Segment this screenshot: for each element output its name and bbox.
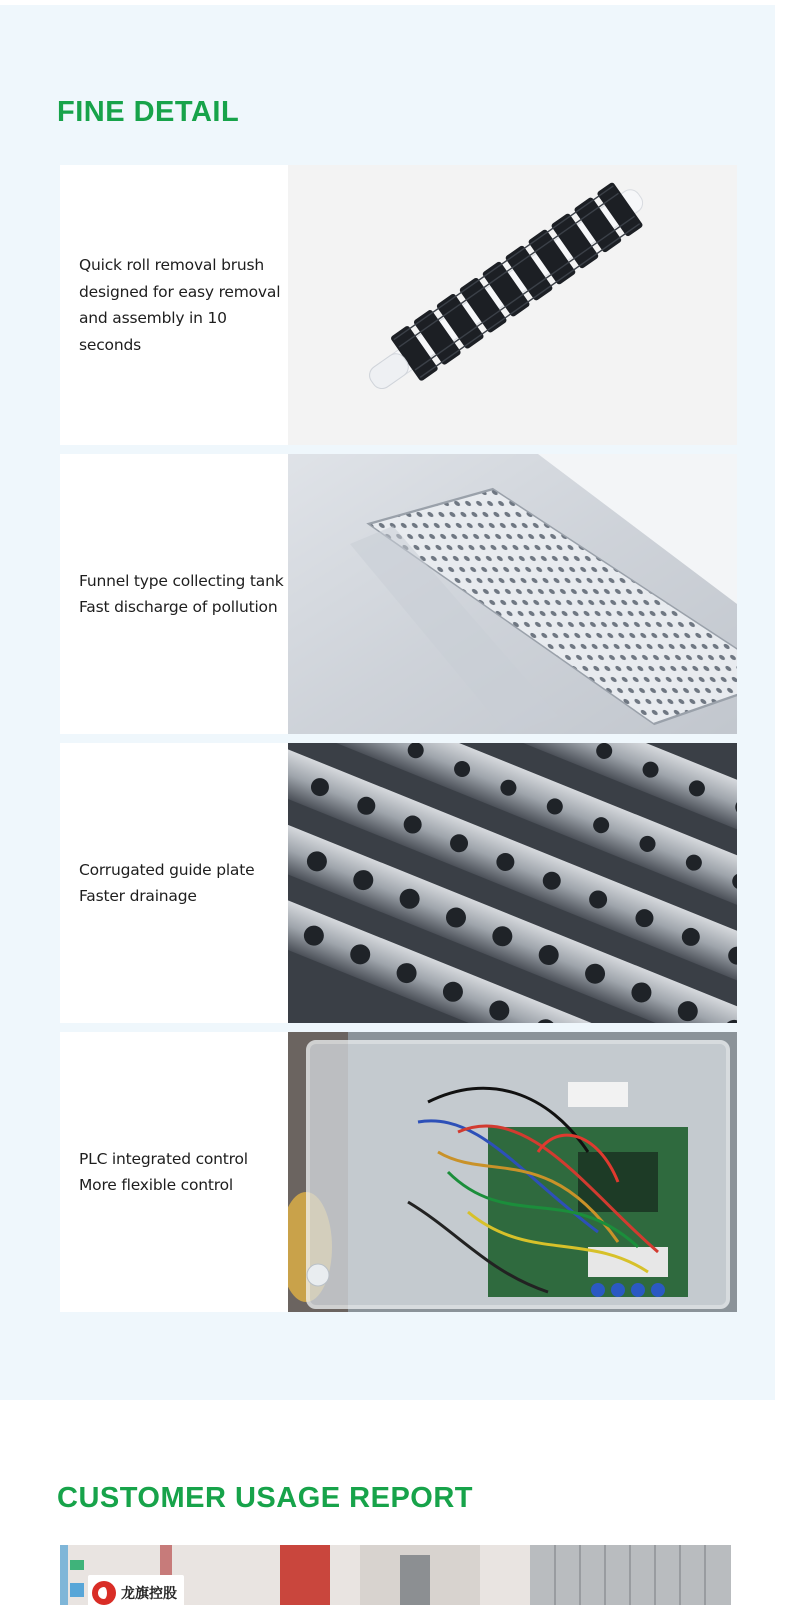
feature-text-panel bbox=[60, 454, 288, 734]
roller-brush-illustration bbox=[288, 165, 737, 445]
customer-logo bbox=[88, 1575, 184, 1605]
feature-row-tank bbox=[60, 454, 737, 734]
feature-text-panel bbox=[60, 165, 288, 445]
feature-text-line: PLC integrated control bbox=[79, 1149, 248, 1168]
customer-logo-text: 龙旗控股 bbox=[121, 1586, 177, 1602]
feature-text-line: Fast discharge of pollution bbox=[79, 598, 278, 616]
feature-row-brush bbox=[60, 165, 737, 445]
plc-control-box-photo bbox=[288, 1032, 737, 1312]
feature-row-plc bbox=[60, 1032, 737, 1312]
feature-text-line: Corrugated guide plate bbox=[79, 860, 255, 879]
feature-text-panel bbox=[60, 743, 288, 1023]
customer-usage-title: CUSTOMER USAGE REPORT bbox=[57, 1482, 474, 1514]
customer-logo-icon bbox=[92, 1581, 116, 1605]
feature-text-line: and assembly in 10 seconds bbox=[79, 309, 227, 354]
feature-text-line: designed for easy removal bbox=[79, 282, 281, 301]
collecting-tank-illustration bbox=[288, 454, 737, 734]
fine-detail-section bbox=[0, 5, 775, 1400]
customer-site-photo bbox=[60, 1545, 731, 1605]
roller-brush-photo bbox=[288, 165, 737, 445]
feature-text-panel bbox=[60, 1032, 288, 1312]
plc-box-illustration bbox=[288, 1032, 737, 1312]
perforated-collecting-tank-photo bbox=[288, 454, 737, 734]
feature-row-guide-plate bbox=[60, 743, 737, 1023]
feature-text-line: Funnel type collecting tank bbox=[79, 571, 284, 590]
fine-detail-title: FINE DETAIL bbox=[57, 96, 240, 128]
feature-text-line: Quick roll removal brush bbox=[79, 256, 264, 274]
corrugated-plate-illustration bbox=[288, 743, 737, 1023]
feature-text-line: Faster drainage bbox=[79, 887, 197, 905]
customer-usage-section bbox=[0, 1400, 790, 1602]
feature-text-line: More flexible control bbox=[79, 1176, 233, 1194]
corrugated-perforated-plate-photo bbox=[288, 743, 737, 1023]
